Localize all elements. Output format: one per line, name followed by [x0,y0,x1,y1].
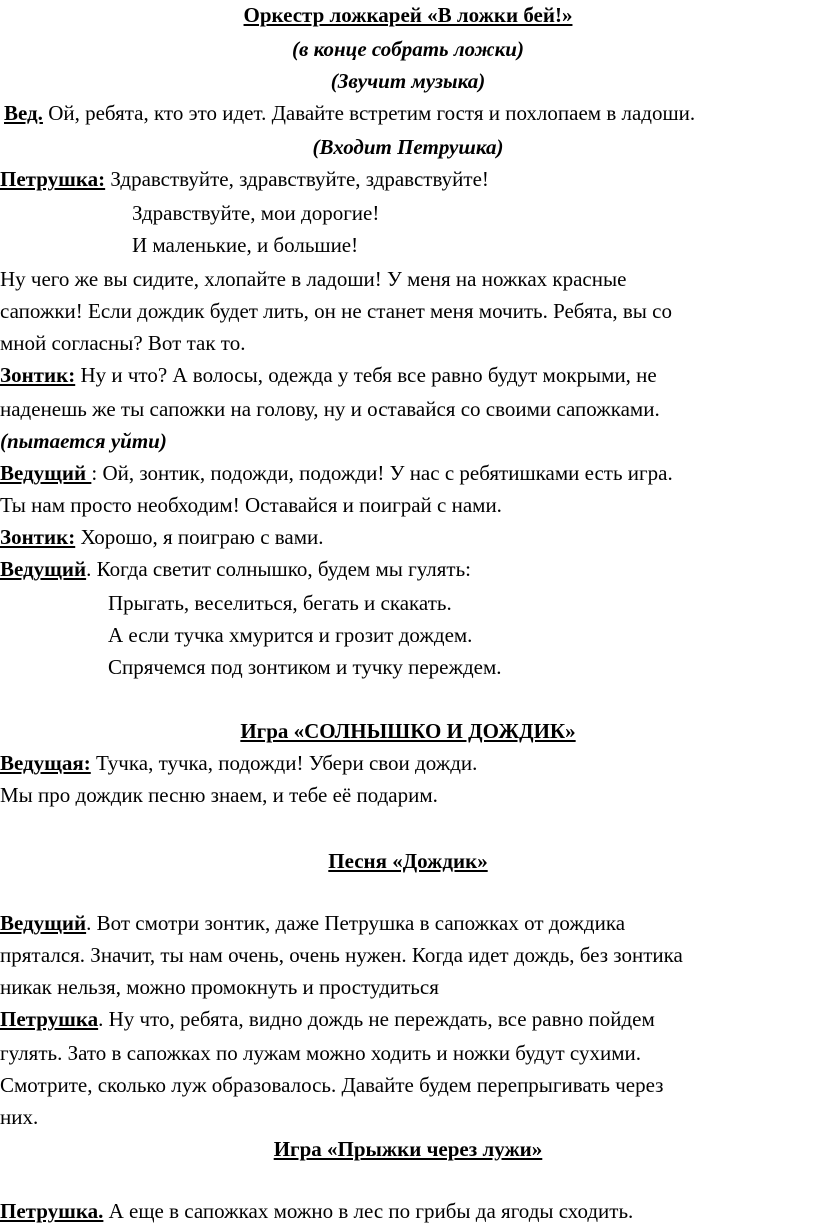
text-line: прятался. Значит, ты нам очень, очень нужен. Когда идет дождь, без зонтика [0,943,683,967]
stage-direction: (в конце собрать ложки) [292,37,524,61]
dialogue-line: Ведущий : Ой, зонтик, подожди, подожди! У нас с ребятишками есть игра. [0,461,673,485]
stage-direction: (Входит Петрушка) [312,135,504,159]
text-line: гулять. Зато в сапожках по лужам можно ходить и ножки будут сухими. [0,1041,641,1065]
verse-line: А если тучка хмурится и грозит дождем. [108,623,473,647]
dialogue-line: Зонтик: Хорошо, я поиграю с вами. [0,525,324,549]
stage-direction: (пытается уйти) [0,429,167,453]
text-line: наденешь же ты сапожки на голову, ну и оставайся со своими сапожками. [0,397,660,421]
text-line: Смотрите, сколько луж образовалось. Давайте будем перепрыгивать через [0,1073,664,1097]
dialogue-line: Вед. Ой, ребята, кто это идет. Давайте встретим гостя и похлопаем в ладоши. [4,101,696,125]
text-line: мной согласны? Вот так то. [0,331,246,355]
dialogue-line: Зонтик: Ну и что? А волосы, одежда у тебя все равно будут мокрыми, не [0,363,657,387]
document-title: Оркестр ложкарей «В ложки бей!» [243,3,573,27]
verse-line: Спрячемся под зонтиком и тучку переждем. [108,655,502,679]
dialogue-line: Ведущий. Вот смотри зонтик, даже Петрушка в сапожках от дождика [0,911,626,935]
dialogue-line: Петрушка. Ну что, ребята, видно дождь не переждать, все равно пойдем [0,1007,655,1031]
text-line: сапожки! Если дождик будет лить, он не станет меня мочить. Ребята, вы со [0,299,672,323]
dialogue-line: Петрушка: Здравствуйте, здравствуйте, здравствуйте! [0,167,489,191]
text-line: никак нельзя, можно промокнуть и простудиться [0,975,439,999]
dialogue-line: Ведущая: Тучка, тучка, подожди! Убери свои дожди. [0,751,478,775]
verse-line: Здравствуйте, мои дорогие! [132,201,380,225]
dialogue-line: Ведущий. Когда светит солнышко, будем мы гулять: [0,557,472,581]
section-heading: Песня «Дождик» [328,849,488,873]
text-line: Ты нам просто необходим! Оставайся и поиграй с нами. [0,493,502,517]
text-line: Мы про дождик песню знаем, и тебе её подарим. [0,783,438,807]
dialogue-line: Петрушка. А еще в сапожках можно в лес по грибы да ягоды сходить. [0,1199,634,1223]
text-line: Ну чего же вы сидите, хлопайте в ладоши! У меня на ножках красные [0,267,627,291]
section-heading: Игра «СОЛНЫШКО И ДОЖДИК» [240,719,576,743]
section-heading: Игра «Прыжки через лужи» [273,1137,543,1161]
stage-direction: (Звучит музыка) [330,69,486,93]
verse-line: Прыгать, веселиться, бегать и скакать. [108,591,452,615]
verse-line: И маленькие, и большие! [132,233,359,257]
text-line: них. [0,1105,39,1129]
